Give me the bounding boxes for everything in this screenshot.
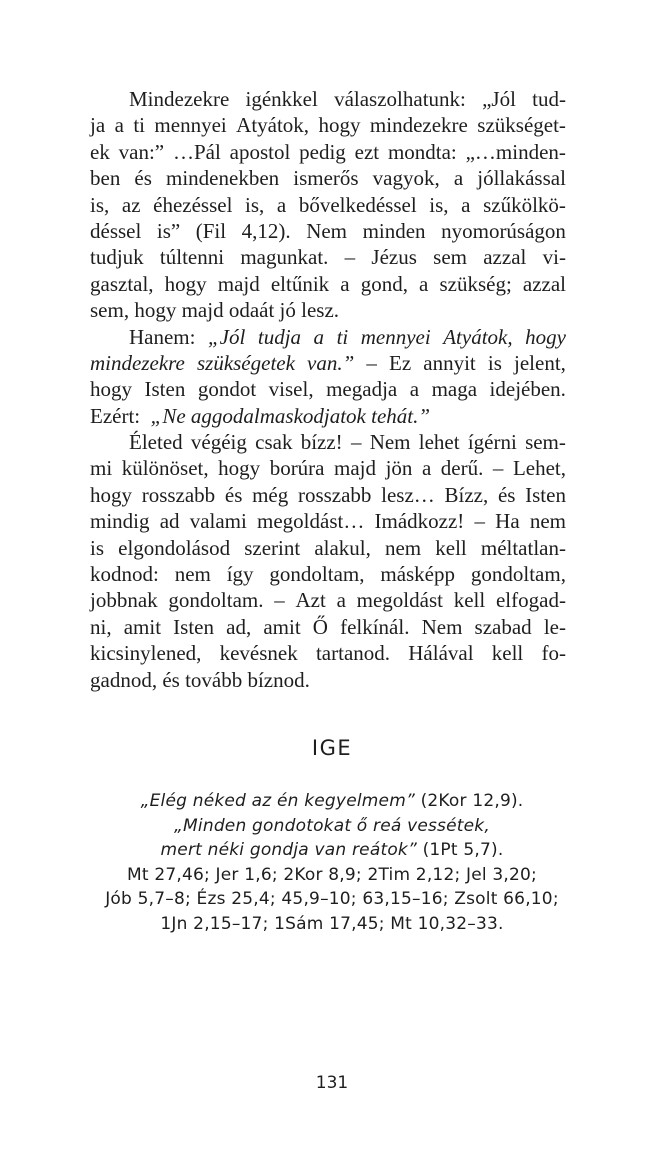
word: van:” [118, 139, 165, 164]
word: is [90, 535, 105, 560]
word: és [224, 482, 243, 507]
text-line [90, 165, 566, 191]
word: ti [133, 113, 145, 138]
word: – [366, 350, 377, 375]
word: – [344, 245, 356, 270]
word: a [340, 271, 350, 296]
word: Azt [295, 588, 326, 613]
text-line [90, 587, 566, 613]
word: méltatlan- [480, 535, 566, 560]
word: kicsinylened, [90, 641, 202, 666]
text-line [90, 324, 566, 350]
text-line [90, 218, 566, 244]
word: lesz… [381, 482, 435, 507]
text-line [90, 640, 566, 666]
word: (Fil [195, 218, 227, 243]
text-line: sem, hogy majd odaát jó lesz. [90, 298, 340, 323]
word: idejében. [489, 377, 566, 402]
word: hogy [218, 456, 261, 481]
word: ígérni [467, 430, 517, 455]
word: le- [543, 614, 566, 639]
word: is, [429, 192, 449, 217]
word: a [276, 192, 287, 217]
word: hogy [90, 482, 132, 507]
reference-line: Jób 5,7–8; Ézs 25,4; 45,9–10; 63,15–16; Zsolt 66,10; [105, 889, 559, 909]
word: megoldást… [257, 509, 365, 534]
word: megoldást [356, 588, 443, 613]
word: szerint [244, 535, 301, 560]
word: is” [156, 218, 181, 243]
word: sem [433, 245, 467, 270]
word: amit [263, 614, 301, 639]
word: túltenni [159, 245, 225, 270]
word: vi- [542, 245, 566, 270]
word: ad [159, 509, 180, 534]
text-line [90, 139, 566, 165]
word: – [274, 588, 285, 613]
word: bízz! [300, 430, 343, 455]
word: elgondolásod [118, 535, 231, 560]
text-line: gadnod, és tovább bíznod. [90, 667, 310, 692]
word: csak [255, 430, 293, 455]
word: mennyei [360, 324, 431, 349]
word: annyit [423, 350, 476, 375]
word: ben [90, 166, 121, 191]
word: a [336, 588, 346, 613]
word: gondot [197, 377, 257, 402]
word: éhezéssel [153, 192, 233, 217]
word: mennyei [154, 113, 227, 138]
text-line [90, 86, 566, 112]
word: – [474, 509, 485, 534]
word: végéig [190, 430, 247, 455]
reference-line: Mt 27,46; Jer 1,6; 2Kor 8,9; 2Tim 2,12; Jel 3,20; [127, 864, 537, 885]
word: felkínál. [340, 614, 410, 639]
word: Ha [495, 509, 520, 534]
word: és [134, 166, 152, 191]
word: jelent, [514, 350, 566, 375]
word: hogy [525, 324, 566, 349]
word: nem [384, 535, 422, 560]
word: nem [174, 562, 211, 587]
text-line [90, 429, 566, 455]
word: is, [90, 192, 110, 217]
word: is [487, 350, 502, 375]
word: Atyátok, [443, 324, 513, 349]
text-line [90, 244, 566, 270]
word: Nem [306, 218, 348, 243]
word: tudja [257, 324, 302, 349]
word: Isten [173, 614, 214, 639]
word: a [114, 113, 124, 138]
word: tud- [532, 87, 566, 111]
word: igénkkel [245, 87, 318, 111]
word: ad, [226, 614, 252, 639]
text-line: Ezért: „Ne aggodalmaskodjatok tehát.” [90, 403, 431, 428]
word: 4,12). [241, 218, 291, 243]
word: alakul, [314, 535, 371, 560]
word: fo- [541, 641, 566, 666]
word: a [409, 377, 420, 402]
text-line [90, 455, 566, 481]
word: valami [189, 509, 247, 534]
word: megadja [326, 377, 398, 402]
text-line [90, 112, 566, 138]
word: ja [90, 113, 106, 138]
word: Lehet, [512, 456, 566, 481]
word: van.” [307, 350, 355, 375]
text-line [90, 508, 566, 534]
word: és [497, 482, 516, 507]
word: hogy [164, 271, 207, 296]
word: Ez [389, 350, 412, 375]
word: a [419, 271, 429, 296]
word: rosszabb [141, 482, 216, 507]
word: gondoltam, [269, 562, 365, 587]
word: azzal [522, 271, 566, 296]
word: szabad [474, 614, 532, 639]
word: rosszabb [297, 482, 372, 507]
word: így [226, 562, 254, 587]
word: gasztal, [90, 271, 154, 296]
word: gond, [360, 271, 408, 296]
word: szükséget- [477, 113, 566, 138]
word: hogy [90, 377, 132, 402]
word: Nem [369, 430, 411, 455]
text-line [90, 482, 566, 508]
word: borúra [269, 456, 325, 481]
word: – [350, 430, 362, 455]
word: Isten [525, 482, 566, 507]
word: szükségetek [196, 350, 295, 375]
word: a [313, 324, 325, 349]
reference-line: mert néki gondja van reátok” (1Pt 5,7). [160, 840, 504, 860]
body-text [90, 86, 566, 693]
word: majd [217, 271, 260, 296]
word: válaszolhatunk: [334, 87, 466, 111]
word: Imádkozz! [374, 509, 465, 534]
word: szükség; [439, 271, 512, 296]
word: másképp [380, 562, 456, 587]
word: jön [385, 456, 413, 481]
text-line [90, 535, 566, 561]
word: sem- [525, 430, 566, 455]
word: Ő [312, 614, 328, 639]
text-line [90, 350, 566, 376]
word: ek [90, 139, 110, 164]
word: „Jól [482, 87, 516, 111]
word: jóllakással [477, 166, 566, 191]
word: kodnod: [90, 562, 159, 587]
word: jobbnak [90, 588, 158, 613]
quote-italic: „Ne aggodalmaskodjatok tehát.” [150, 403, 431, 428]
word: Mindezekre [129, 87, 230, 111]
word: gondoltam, [470, 562, 566, 587]
word: a [421, 456, 432, 481]
text-line [90, 192, 566, 218]
word: mindezekre [90, 350, 185, 375]
reference-line: 1Jn 2,15–17; 1Sám 17,45; Mt 10,32–33. [160, 913, 504, 934]
word: amit [123, 614, 162, 639]
word: Hanem: [129, 324, 196, 349]
word: kell [453, 588, 486, 613]
word: „…minden- [465, 139, 566, 164]
reference-line: „Minden gondotokat ő reá vessétek, [174, 815, 490, 836]
word: tudjuk [90, 245, 144, 270]
section-title: IGE [311, 736, 353, 760]
word: még [252, 482, 289, 507]
word: hogy [318, 113, 361, 138]
word: mindig [90, 509, 150, 534]
word: ti [336, 324, 349, 349]
word: Bízz, [444, 482, 489, 507]
word: kevésnek [219, 641, 298, 666]
word: visel, [268, 377, 314, 402]
word: Nem [421, 614, 463, 639]
word: Hálával [408, 641, 474, 666]
word: …Pál [172, 139, 221, 164]
page-number: 131 [315, 1073, 349, 1093]
word: a [461, 192, 471, 217]
word: vagyok, [372, 166, 440, 191]
word: derű. [440, 456, 484, 481]
word: a [453, 166, 464, 191]
text-line [90, 561, 566, 587]
word: ismerős [293, 166, 359, 191]
word: az [121, 192, 141, 217]
word: Jézus [371, 245, 417, 270]
text-line [90, 376, 566, 402]
text-line [90, 614, 566, 640]
word: mi [90, 456, 113, 481]
word: kell [491, 641, 524, 666]
word: eltűnik [270, 271, 330, 296]
word: ezt [354, 139, 380, 164]
word: nem [529, 509, 566, 534]
reference-line: „Elég néked az én kegyelmem” (2Kor 12,9). [140, 791, 524, 811]
word: gondoltam. [168, 588, 264, 613]
text-line [90, 271, 566, 297]
word: majd [334, 456, 377, 481]
word: apostol [229, 139, 291, 164]
word: „Jól [208, 324, 246, 349]
word: is, [245, 192, 265, 217]
word: ni, [90, 614, 112, 639]
word: lehet [418, 430, 460, 455]
word: különöset, [121, 456, 209, 481]
scripture-references [0, 789, 664, 936]
word: minden [362, 218, 426, 243]
word: maga [431, 377, 478, 402]
word: Életed [129, 430, 183, 455]
word: elfogad- [495, 588, 566, 613]
word: tartanod. [315, 641, 391, 666]
word: mindezekre [369, 113, 468, 138]
word: – [492, 456, 504, 481]
word: kell [435, 535, 467, 560]
word: bővelkedéssel [298, 192, 417, 217]
word: nyomorúságon [441, 218, 566, 243]
word: déssel [90, 218, 142, 243]
word: szűkölkö- [483, 192, 566, 217]
word: mindenekben [166, 166, 280, 191]
word: mondta: [387, 139, 457, 164]
word: pedig [299, 139, 346, 164]
word: azzal [483, 245, 527, 270]
word: magunkat. [240, 245, 329, 270]
word: Atyátok, [236, 113, 310, 138]
word: Isten [144, 377, 186, 402]
